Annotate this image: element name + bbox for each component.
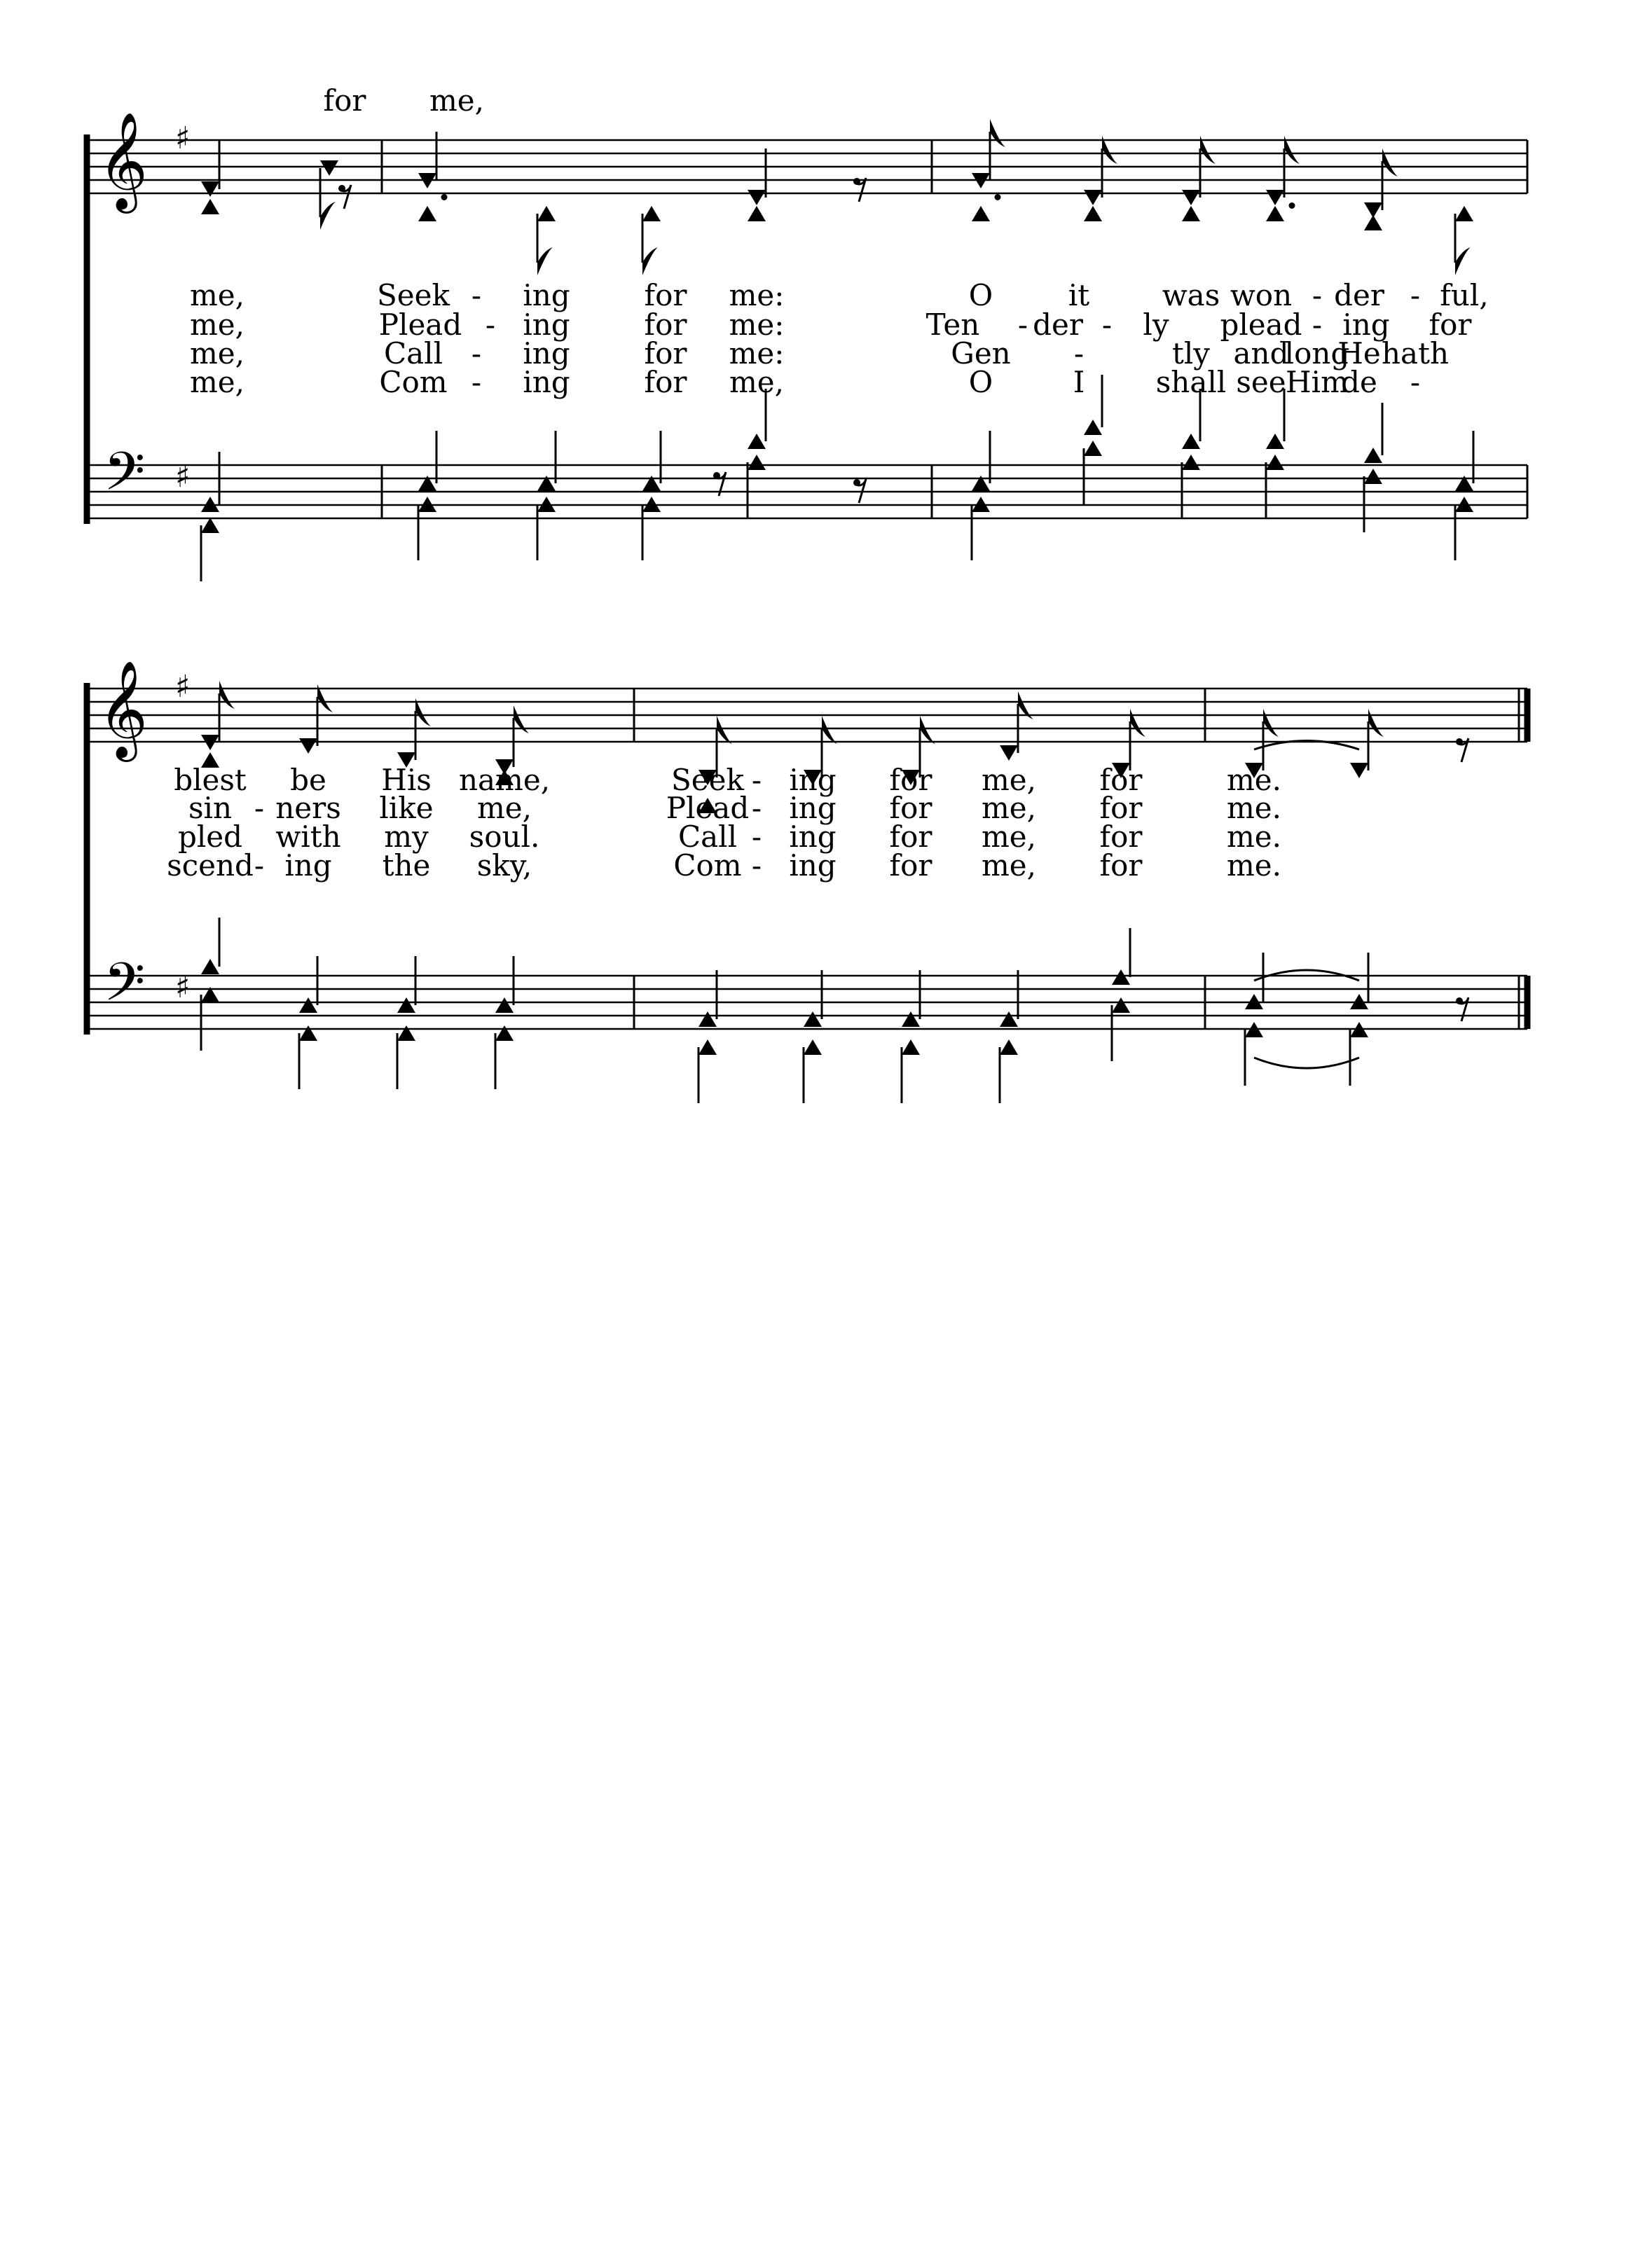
lyric-syllable: for xyxy=(1099,791,1143,825)
treble-clef: 𝄞 xyxy=(98,112,148,209)
lyric-syllable: ful, xyxy=(1440,278,1489,312)
bass-clef: 𝄢 xyxy=(104,441,146,516)
lyric-syllable: for xyxy=(1429,307,1472,342)
lyric-syllable: name, xyxy=(458,763,551,797)
lyric-syllable: for xyxy=(889,848,932,883)
lyric-syllable: ing xyxy=(789,848,837,883)
lyric-syllable: my xyxy=(384,820,429,854)
note-head xyxy=(397,997,415,1013)
lyric-syllable: me, xyxy=(429,83,485,118)
note-head xyxy=(1350,763,1368,778)
lyric-syllable: ing xyxy=(789,791,837,825)
lyric-syllable: ing xyxy=(1342,307,1390,342)
lyric-syllable: me, xyxy=(189,336,245,371)
augmentation-dot xyxy=(441,194,448,200)
lyric-syllable: long xyxy=(1284,336,1350,371)
lyric-syllable: was xyxy=(1162,278,1220,312)
lyric-syllable: Com xyxy=(673,848,742,883)
lyric-syllable: and xyxy=(1233,336,1289,371)
lyric-syllable: - xyxy=(471,365,482,399)
lyric-syllable: it xyxy=(1068,278,1090,312)
lyric-syllable: me, xyxy=(981,848,1037,883)
note-head xyxy=(397,1025,415,1041)
note-head xyxy=(1455,206,1473,221)
eighth-rest-dot xyxy=(853,178,860,185)
lyric-syllable: Com xyxy=(379,365,448,399)
note-flag xyxy=(1130,709,1145,737)
lyric-syllable: Call xyxy=(677,820,738,854)
note-flag xyxy=(1455,247,1471,275)
eighth-rest-dot xyxy=(1456,997,1463,1004)
note-head xyxy=(201,518,219,533)
note-head xyxy=(1182,206,1200,221)
lyric-syllable: ing xyxy=(284,848,332,883)
note-flag xyxy=(920,716,935,744)
note-head xyxy=(1084,190,1102,205)
lyric-syllable: for xyxy=(1099,763,1143,797)
lyric-syllable: Seek xyxy=(377,278,450,312)
lyric-syllable: for xyxy=(889,763,932,797)
lyric-syllable: - xyxy=(254,848,265,883)
note-head xyxy=(1084,420,1102,435)
lyric-syllable: tly xyxy=(1171,336,1211,371)
note-head xyxy=(1266,190,1284,205)
key-sharp: ♯ xyxy=(175,459,191,495)
lyric-syllable: ners xyxy=(275,791,341,825)
lyric-syllable: me, xyxy=(981,763,1037,797)
lyric-syllable: me, xyxy=(981,791,1037,825)
augmentation-dot xyxy=(995,194,1001,200)
note-head xyxy=(1364,448,1382,463)
note-head xyxy=(1000,745,1018,761)
eighth-rest-dot xyxy=(853,479,860,486)
key-sharp: ♯ xyxy=(175,669,191,705)
note-head xyxy=(1364,469,1382,484)
lyric-syllable: for xyxy=(889,820,932,854)
tie xyxy=(1254,1058,1359,1068)
note-flag xyxy=(822,716,837,744)
lyric-syllable: for xyxy=(644,278,687,312)
lyric-syllable: - xyxy=(1312,278,1323,312)
lyric-syllable: - xyxy=(1312,307,1323,342)
note-head xyxy=(1182,434,1200,449)
lyric-syllable: Him xyxy=(1286,365,1349,399)
note-head xyxy=(495,997,514,1013)
note-head xyxy=(902,1039,920,1055)
note-head xyxy=(495,1025,514,1041)
lyric-syllable: for xyxy=(644,336,687,371)
lyric-syllable: - xyxy=(1410,365,1421,399)
bass-clef: 𝄢 xyxy=(104,951,146,1026)
note-head xyxy=(299,738,317,754)
note-head xyxy=(299,1025,317,1041)
note-head xyxy=(748,434,766,449)
eighth-rest-dot xyxy=(713,472,720,479)
key-sharp: ♯ xyxy=(175,969,191,1005)
lyric-syllable: be xyxy=(290,763,326,797)
note-head xyxy=(1266,455,1284,470)
lyric-syllable: - xyxy=(1073,336,1085,371)
lyric-syllable: me. xyxy=(1226,820,1282,854)
lyric-syllable: - xyxy=(1017,307,1028,342)
lyric-syllable: pled xyxy=(177,820,243,854)
lyric-syllable: plead xyxy=(1220,307,1302,342)
lyric-syllable: ing xyxy=(523,278,570,312)
key-sharp: ♯ xyxy=(175,120,191,156)
lyric-syllable: - xyxy=(1410,278,1421,312)
augmentation-dot xyxy=(1289,202,1295,209)
lyric-syllable: see xyxy=(1236,365,1286,399)
note-flag xyxy=(320,202,336,230)
lyric-syllable: ly xyxy=(1143,307,1169,342)
note-head xyxy=(320,160,338,176)
note-flag xyxy=(219,681,235,709)
note-head xyxy=(1112,969,1130,985)
note-head xyxy=(201,181,219,197)
treble-clef: 𝄞 xyxy=(98,661,148,758)
lyric-syllable: de xyxy=(1341,365,1377,399)
lyric-syllable: for xyxy=(323,83,366,118)
lyric-syllable: me, xyxy=(729,365,785,399)
lyric-syllable: ing xyxy=(789,763,837,797)
lyric-syllable: soul. xyxy=(469,820,540,854)
lyric-syllable: He xyxy=(1337,336,1381,371)
lyric-syllable: like xyxy=(379,791,434,825)
note-flag xyxy=(537,247,553,275)
note-head xyxy=(1112,997,1130,1013)
lyric-syllable: ing xyxy=(789,820,837,854)
note-head xyxy=(902,1011,920,1027)
note-head xyxy=(1182,455,1200,470)
note-head xyxy=(748,455,766,470)
lyric-syllable: hath xyxy=(1381,336,1450,371)
lyric-syllable: me: xyxy=(729,336,785,371)
note-head xyxy=(748,190,766,205)
lyric-syllable: me, xyxy=(189,365,245,399)
note-head xyxy=(1084,441,1102,456)
lyric-syllable: me. xyxy=(1226,791,1282,825)
lyric-syllable: scend xyxy=(167,848,254,883)
note-head xyxy=(1266,434,1284,449)
lyric-syllable: me, xyxy=(981,820,1037,854)
note-head xyxy=(201,959,219,974)
note-head xyxy=(642,206,661,221)
lyric-syllable: shall xyxy=(1155,365,1227,399)
lyric-syllable: me, xyxy=(476,791,532,825)
lyric-syllable: O xyxy=(968,365,993,399)
lyric-syllable: - xyxy=(751,791,762,825)
lyric-syllable: for xyxy=(889,791,932,825)
lyric-syllable: Ten xyxy=(925,307,980,342)
lyric-syllable: - xyxy=(1101,307,1113,342)
note-head xyxy=(1084,206,1102,221)
note-head xyxy=(299,997,317,1013)
lyric-syllable: Plead xyxy=(378,307,462,342)
lyric-syllable: - xyxy=(471,278,482,312)
lyric-syllable: ing xyxy=(523,365,570,399)
lyric-syllable: Call xyxy=(383,336,443,371)
note-head xyxy=(201,199,219,214)
lyric-syllable: - xyxy=(471,336,482,371)
lyric-syllable: - xyxy=(751,820,762,854)
lyric-syllable: sky, xyxy=(476,848,532,883)
lyric-syllable: - xyxy=(751,848,762,883)
lyric-syllable: blest xyxy=(174,763,247,797)
lyric-syllable: - xyxy=(485,307,496,342)
eighth-rest-dot xyxy=(1456,738,1463,745)
note-head xyxy=(698,1039,717,1055)
lyric-syllable: me. xyxy=(1226,848,1282,883)
lyric-syllable: - xyxy=(254,791,265,825)
lyric-syllable: I xyxy=(1073,365,1085,399)
note-head xyxy=(1000,1011,1018,1027)
lyric-syllable: ing xyxy=(523,336,570,371)
lyric-syllable: the xyxy=(382,848,431,883)
lyric-syllable: sin xyxy=(188,791,233,825)
lyric-syllable: me, xyxy=(189,278,245,312)
note-flag xyxy=(990,119,1005,147)
note-head xyxy=(1182,190,1200,205)
lyric-syllable: me. xyxy=(1226,763,1282,797)
lyric-syllable: Seek xyxy=(671,763,744,797)
note-head xyxy=(972,206,990,221)
note-head xyxy=(418,206,436,221)
note-head xyxy=(804,1039,822,1055)
lyric-syllable: for xyxy=(644,307,687,342)
eighth-rest-dot xyxy=(338,185,345,192)
note-head xyxy=(1266,206,1284,221)
lyric-syllable: Gen xyxy=(951,336,1011,371)
lyric-syllable: me: xyxy=(729,278,785,312)
lyric-syllable: with xyxy=(275,820,341,854)
note-flag xyxy=(642,247,658,275)
lyric-syllable: for xyxy=(644,365,687,399)
lyric-syllable: Plead xyxy=(666,791,750,825)
lyric-syllable: for xyxy=(1099,848,1143,883)
lyric-syllable: His xyxy=(381,763,432,797)
note-head xyxy=(748,206,766,221)
lyric-syllable: ing xyxy=(523,307,570,342)
note-head xyxy=(804,1011,822,1027)
lyric-syllable: der xyxy=(1033,307,1083,342)
note-head xyxy=(537,206,556,221)
note-head xyxy=(698,1011,717,1027)
note-head xyxy=(1000,1039,1018,1055)
note-flag xyxy=(1368,709,1384,737)
note-flag xyxy=(717,716,732,744)
lyric-syllable: me, xyxy=(189,307,245,342)
note-head xyxy=(1364,215,1382,230)
lyric-syllable: der xyxy=(1334,278,1384,312)
note-flag xyxy=(1263,709,1279,737)
lyric-syllable: O xyxy=(968,278,993,312)
lyric-syllable: for xyxy=(1099,820,1143,854)
lyric-syllable: - xyxy=(751,763,762,797)
lyric-syllable: me: xyxy=(729,307,785,342)
lyric-syllable: won xyxy=(1230,278,1293,312)
